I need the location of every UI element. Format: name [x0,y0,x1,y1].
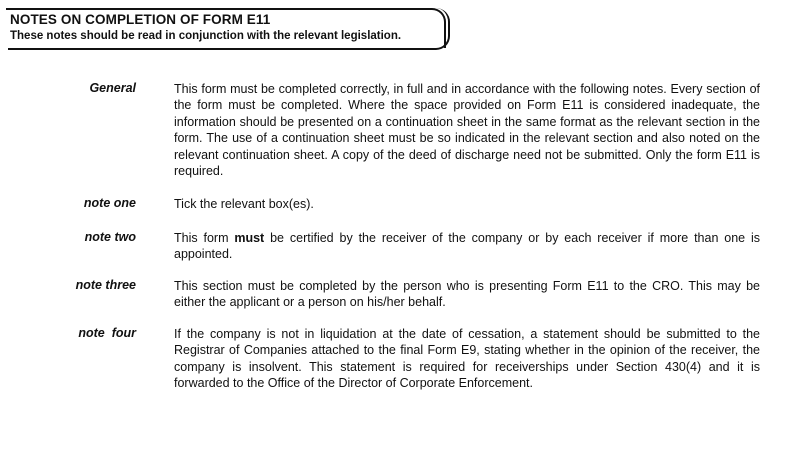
note-text-emphasis: must [234,231,265,245]
note-text: If the company is not in liquidation at the date of cessation, a statement should be submitted to the Registrar of Companies attached to the final Form E9, stating whether in the opinion of the receiver, the company is insolvent. This statement is required for receiverships under Section 430(4) and it is forwarded to the Office of the Director of Corporate Enforcement. [174,327,760,391]
note-label: note four [78,326,136,340]
note-label: General [89,81,136,95]
note-text-before: This form [174,231,235,245]
page-title: NOTES ON COMPLETION OF FORM E11 [10,12,271,27]
note-text: This section must be completed by the person who is presenting Form E11 to the CRO. This may be either the applicant or a person on his/her behalf. [174,279,760,310]
note-label: note one [83,196,136,210]
note-label: note two [84,230,136,244]
note-text: Tick the relevant box(es). [174,197,314,211]
note-text-after: be certified by the receiver of the company or by each receiver if more than one is appointed. [174,231,761,262]
note-text: This form must be completed correctly, in full and in accordance with the following notes. Every section of the form must be completed. Where the space provided on Form E11 is considered inadequate, the information should be presented on a continuation sheet in the same format as the relevant section in the form. The use of a continuation sheet must be so indicated in the relevant section and also noted on the relevant continuation sheet. A copy of the deed of discharge need not be submitted. Only the form E11 is required. [174,82,760,179]
note-label: note three [75,278,136,292]
page-subtitle: These notes should be read in conjunction with the relevant legislation. [10,30,402,42]
note-text [174,230,760,263]
